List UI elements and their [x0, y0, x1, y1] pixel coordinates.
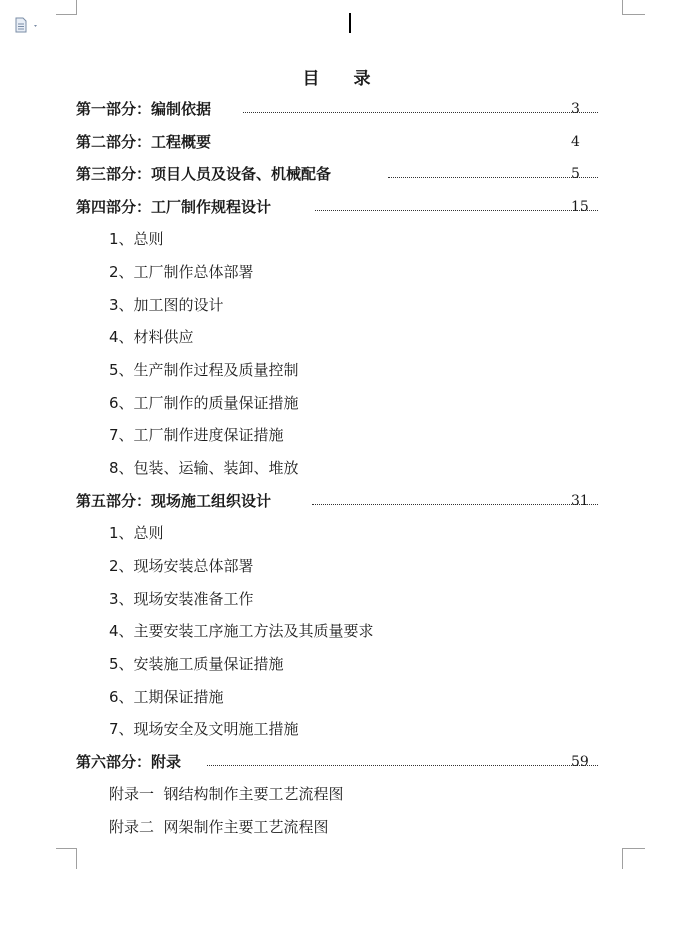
toc-part-row[interactable] [0, 751, 673, 773]
toc-section-label: 2、工厂制作总体部署 [109, 263, 254, 281]
crop-mark-bottom-left [56, 848, 77, 869]
toc-section-label: 4、主要安装工序施工方法及其质量要求 [109, 622, 374, 640]
toc-appendix-row[interactable] [0, 816, 673, 838]
toc-title: 目 录 [302, 69, 385, 89]
toc-section-row[interactable] [0, 392, 673, 414]
document-options-icon[interactable] [14, 17, 42, 33]
toc-section-row[interactable] [0, 555, 673, 577]
toc-leader-dots [207, 765, 598, 766]
toc-part-label: 第三部分：项目人员及设备、机械配备 [76, 165, 332, 183]
toc-page-number: 4 [571, 134, 580, 150]
toc-appendix-row[interactable] [0, 783, 673, 805]
crop-mark-top-left [56, 0, 77, 15]
toc-appendix-label: 附录一 钢结构制作主要工艺流程图 [109, 785, 344, 803]
toc-page-number: 3 [571, 101, 580, 117]
toc-section-label: 6、工期保证措施 [109, 688, 224, 706]
toc-section-label: 1、总则 [109, 524, 164, 542]
toc-leader-dots [243, 112, 598, 113]
toc-leader-dots [315, 210, 598, 211]
toc-part-row[interactable] [0, 163, 673, 185]
toc-section-label: 2、现场安装总体部署 [109, 557, 254, 575]
toc-section-label: 4、材料供应 [109, 328, 194, 346]
toc-part-row[interactable] [0, 131, 673, 153]
toc-leader-dots [312, 504, 598, 505]
text-cursor [349, 13, 351, 33]
toc-part-label: 第四部分：工厂制作规程设计 [76, 198, 272, 216]
toc-part-label: 第一部分：编制依据 [76, 100, 212, 118]
toc-section-row[interactable] [0, 424, 673, 446]
toc-section-row[interactable] [0, 457, 673, 479]
toc-section-label: 7、现场安全及文明施工措施 [109, 720, 299, 738]
toc-part-row[interactable] [0, 98, 673, 120]
toc-section-row[interactable] [0, 326, 673, 348]
toc-page-number: 31 [571, 493, 589, 509]
toc-page-number: 5 [571, 166, 580, 182]
toc-section-label: 3、现场安装准备工作 [109, 590, 254, 608]
toc-section-label: 5、安装施工质量保证措施 [109, 655, 284, 673]
toc-section-row[interactable] [0, 294, 673, 316]
toc-section-row[interactable] [0, 228, 673, 250]
toc-section-row[interactable] [0, 359, 673, 381]
toc-part-label: 第五部分：现场施工组织设计 [76, 492, 272, 510]
toc-section-label: 5、生产制作过程及质量控制 [109, 361, 299, 379]
toc-section-row[interactable] [0, 588, 673, 610]
toc-section-row[interactable] [0, 261, 673, 283]
toc-part-row[interactable] [0, 196, 673, 218]
toc-appendix-label: 附录二 网架制作主要工艺流程图 [109, 818, 329, 836]
toc-section-row[interactable] [0, 686, 673, 708]
toc-section-label: 7、工厂制作进度保证措施 [109, 426, 284, 444]
toc-section-row[interactable] [0, 718, 673, 740]
toc-section-label: 3、加工图的设计 [109, 296, 224, 314]
toc-section-label: 8、包装、运输、装卸、堆放 [109, 459, 299, 477]
crop-mark-bottom-right [622, 848, 645, 869]
toc-section-row[interactable] [0, 653, 673, 675]
toc-part-label: 第二部分：工程概要 [76, 133, 212, 151]
toc-section-label: 6、工厂制作的质量保证措施 [109, 394, 299, 412]
toc-section-row[interactable] [0, 620, 673, 642]
toc-part-label: 第六部分：附录 [76, 753, 182, 771]
toc-page-number: 15 [571, 199, 589, 215]
toc-section-label: 1、总则 [109, 230, 164, 248]
crop-mark-top-right [622, 0, 645, 15]
toc-section-row[interactable] [0, 522, 673, 544]
toc-part-row[interactable] [0, 490, 673, 512]
toc-leader-dots [388, 177, 598, 178]
toc-page-number: 59 [571, 754, 589, 770]
